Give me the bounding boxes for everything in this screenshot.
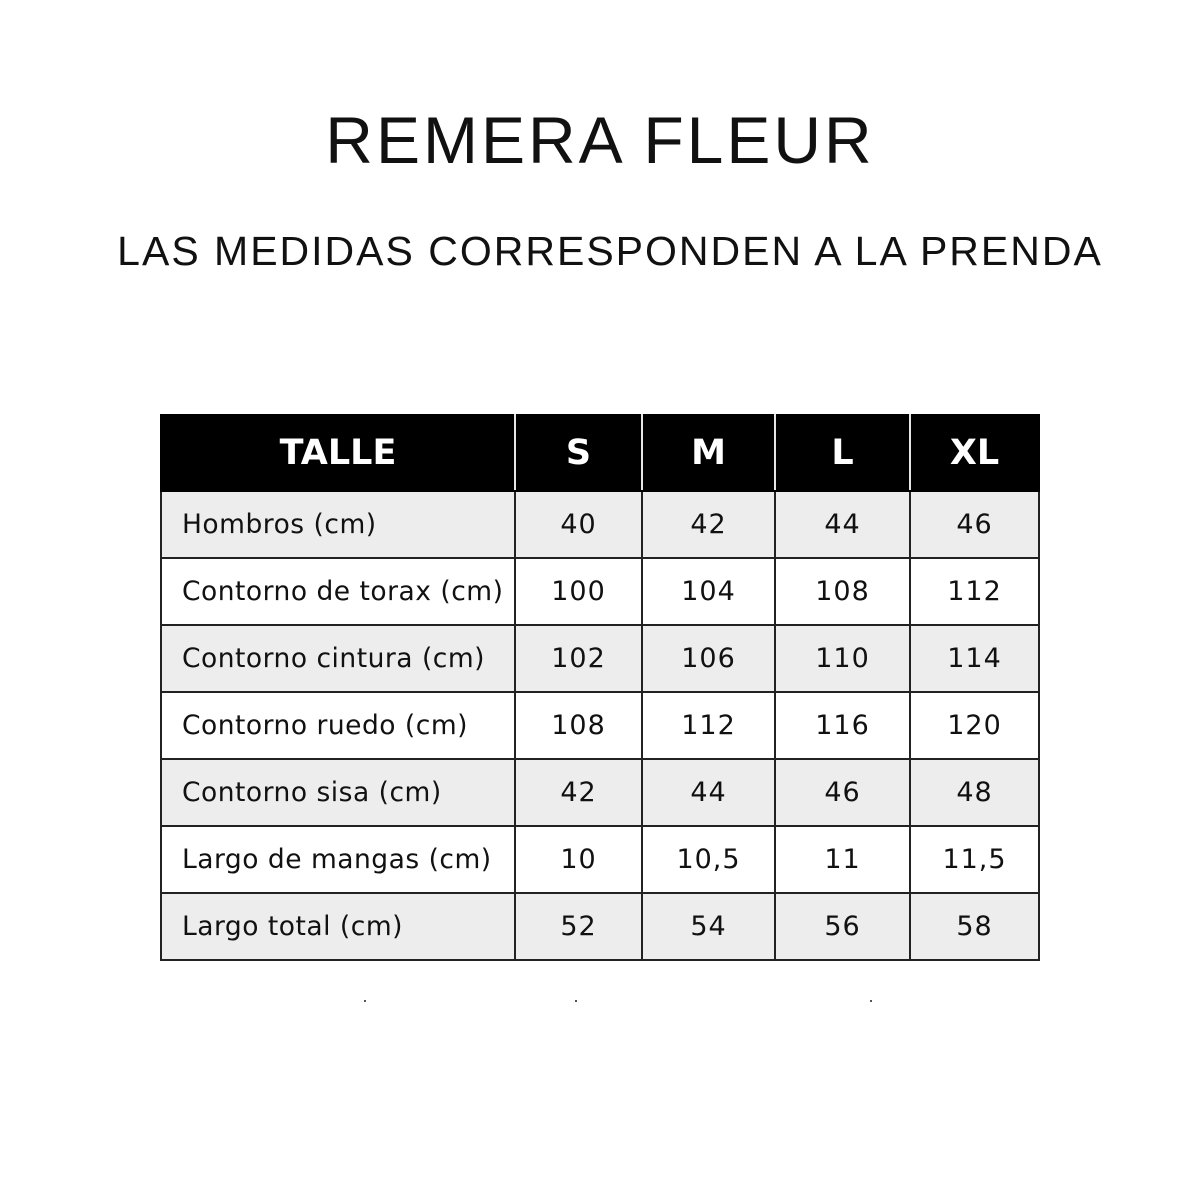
table-row <box>161 625 1039 692</box>
cell-value: 54 <box>642 893 775 960</box>
cell-value: 42 <box>515 759 642 826</box>
cell-value: 44 <box>775 491 910 558</box>
cell-value: 100 <box>515 558 642 625</box>
row-label: Contorno cintura (cm) <box>161 625 515 692</box>
decorative-dot <box>364 1000 366 1002</box>
row-label: Contorno sisa (cm) <box>161 759 515 826</box>
cell-value: 11 <box>775 826 910 893</box>
table-row <box>161 558 1039 625</box>
cell-value: 108 <box>515 692 642 759</box>
cell-value: 106 <box>642 625 775 692</box>
row-label: Largo de mangas (cm) <box>161 826 515 893</box>
cell-value: 10,5 <box>642 826 775 893</box>
table-row <box>161 692 1039 759</box>
header-size-m: M <box>642 415 775 491</box>
cell-value: 52 <box>515 893 642 960</box>
table-row <box>161 759 1039 826</box>
cell-value: 48 <box>910 759 1039 826</box>
decorative-dot <box>870 1000 872 1002</box>
cell-value: 42 <box>642 491 775 558</box>
header-size-xl: XL <box>910 415 1039 491</box>
cell-value: 46 <box>910 491 1039 558</box>
cell-value: 116 <box>775 692 910 759</box>
cell-value: 40 <box>515 491 642 558</box>
cell-value: 11,5 <box>910 826 1039 893</box>
cell-value: 114 <box>910 625 1039 692</box>
header-talle: TALLE <box>161 415 515 491</box>
header-size-l: L <box>775 415 910 491</box>
cell-value: 104 <box>642 558 775 625</box>
size-chart-table <box>160 414 1040 961</box>
header-size-s: S <box>515 415 642 491</box>
cell-value: 56 <box>775 893 910 960</box>
table-row <box>161 893 1039 960</box>
row-label: Contorno de torax (cm) <box>161 558 515 625</box>
cell-value: 10 <box>515 826 642 893</box>
row-label: Hombros (cm) <box>161 491 515 558</box>
cell-value: 120 <box>910 692 1039 759</box>
cell-value: 110 <box>775 625 910 692</box>
cell-value: 108 <box>775 558 910 625</box>
page-subtitle: LAS MEDIDAS CORRESPONDEN A LA PRENDA <box>117 228 1103 274</box>
page-title: REMERA FLEUR <box>325 103 875 177</box>
table-row <box>161 491 1039 558</box>
row-label: Largo total (cm) <box>161 893 515 960</box>
cell-value: 58 <box>910 893 1039 960</box>
cell-value: 102 <box>515 625 642 692</box>
cell-value: 112 <box>642 692 775 759</box>
table-row <box>161 826 1039 893</box>
decorative-dot <box>575 1000 577 1002</box>
cell-value: 112 <box>910 558 1039 625</box>
table-header-row <box>161 415 1039 491</box>
cell-value: 46 <box>775 759 910 826</box>
cell-value: 44 <box>642 759 775 826</box>
row-label: Contorno ruedo (cm) <box>161 692 515 759</box>
